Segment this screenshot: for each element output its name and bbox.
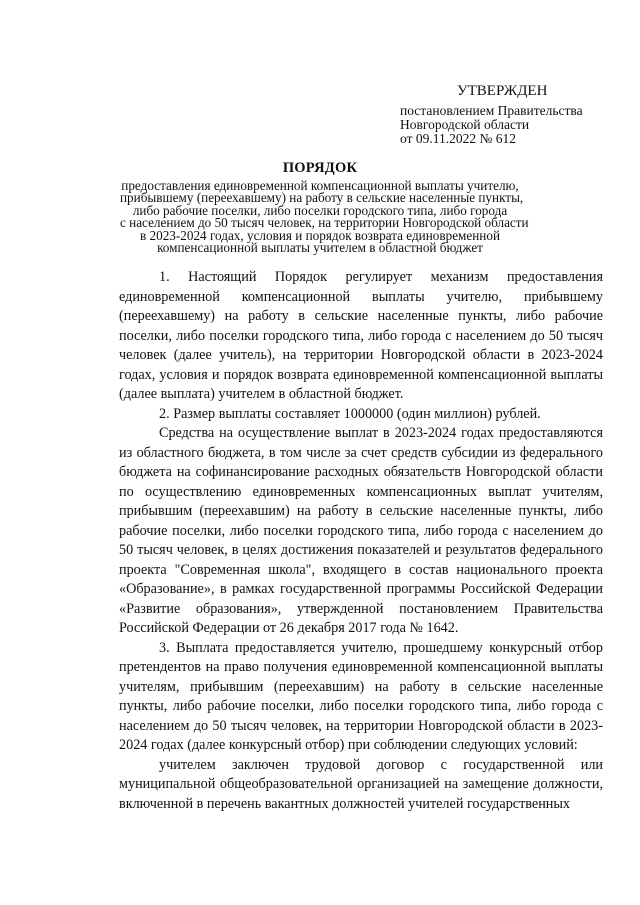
subtitle-line: предоставления единовременной компенсационной выплаты учителю, — [121, 178, 519, 193]
document-subtitle — [120, 178, 529, 256]
approved-label: УТВЕРЖДЕН — [457, 83, 548, 99]
approval-line-2: Новгородской области — [400, 117, 530, 132]
subtitle-line: с населением до 50 тысяч человек, на территории Новгородской области — [120, 215, 529, 231]
paragraph-2: 2. Размер выплаты составляет 1000000 (один миллион) рублей. — [159, 405, 541, 422]
paragraph-3: 3. Выплата предоставляется учителю, прошедшему конкурсный отбор претендентов на право получения единовременной компенсационной выплаты учителям, прибывшим (переехавшим) на работу в сельские населенные пункты, либо рабочие поселки, либо поселки городского типа, либо города с населением до 50 тысяч человек, на территории Новгородской области в 2023-2024 годах (далее конкурсный отбор) при соблюдении следующих условий: — [119, 639, 603, 753]
subtitle-line: либо рабочие поселки, либо поселки городского типа, либо города — [132, 202, 508, 218]
subtitle-line: прибывшему (переехавшему) на работу в сельские населенные пункты, — [120, 190, 524, 206]
document-body — [119, 268, 603, 814]
document-title: ПОРЯДОК — [282, 160, 358, 176]
subtitle-line: компенсационной выплаты учителем в областной бюджет — [157, 240, 483, 256]
approval-line-1: постановлением Правительства — [400, 103, 583, 118]
paragraph-2-funding: Средства на осуществление выплат в 2023-2024 годах предоставляются из областного бюджета, в том числе за счет средств субсидии из федерального бюджета на софинансирование расходных обязательств Новгородской области по осуществлению единовременных компенсационных выплат учителям, прибывшим (переехавшим) на работу в сельские населенные пункты, либо рабочие поселки, либо поселки городского типа, либо города с населением до 50 тысяч человек, в целях достижения показателей и результатов федерального проекта "Современная школа", входящего в состав национального проекта «Образование», в рамках государственной программы Российской Федерации «Развитие образования», утвержденной постановлением Правительства Российской Федерации от 26 декабря 2017 года № 1642. — [119, 425, 603, 636]
paragraph-1: 1. Настоящий Порядок регулирует механизм предоставления единовременной компенсационной выплаты учителю, прибывшему (переехавшему) на работу в сельские населенные пункты, либо рабочие поселки, либо поселки городского типа, либо города с населением до 50 тысяч человек (далее учитель), на территории Новгородской области в 2023-2024 годах, условия и порядок возврата единовременной компенсационной выплаты (далее выплата) учителем в областной бюджет. — [119, 269, 603, 402]
approval-line-3: от 09.11.2022 № 612 — [400, 131, 516, 146]
paragraph-3-condition: учителем заключен трудовой договор с государственной или муниципальной общеобразовательной организацией на замещение должности, включенной в перечень вакантных должностей учителей государственных — [119, 756, 603, 812]
approval-stamp — [400, 82, 610, 146]
subtitle-line: в 2023-2024 годах, условия и порядок возврата единовременной — [139, 227, 501, 243]
